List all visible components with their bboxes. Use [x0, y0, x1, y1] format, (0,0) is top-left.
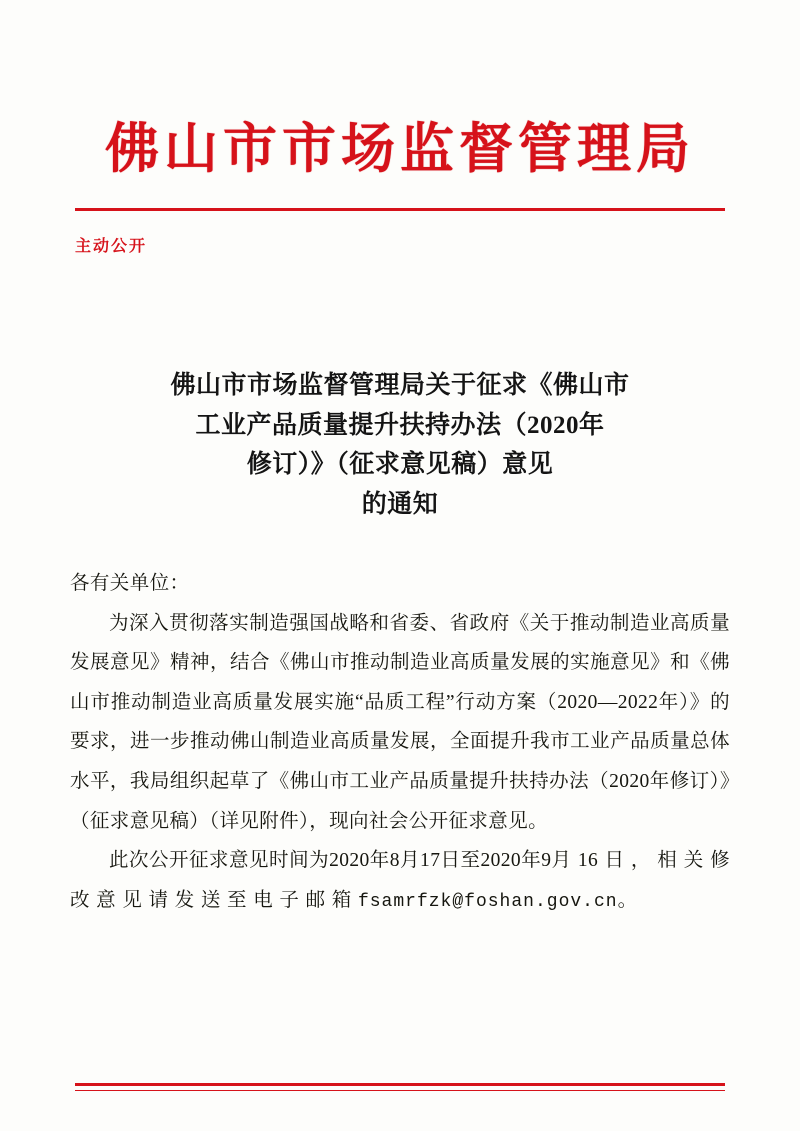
- title-line-2: 工业产品质量提升扶持办法（2020年: [195, 411, 605, 439]
- footer-rule-thick: [75, 1083, 725, 1086]
- title-line-3: 修订）》（征求意见稿）意见: [246, 451, 554, 479]
- masthead: [0, 0, 800, 256]
- title-line-1: 佛山市市场监督管理局关于征求《佛山市: [170, 372, 630, 400]
- disclosure-label: 主动公开: [75, 238, 148, 256]
- body-paragraph-2: [70, 841, 730, 920]
- salutation: 各有关单位：: [70, 573, 190, 595]
- contact-email: fsamrfzk@foshan.gov.cn: [357, 891, 618, 912]
- title-line-4: 的通知: [361, 490, 439, 518]
- footer-rule-thin: [75, 1090, 725, 1092]
- document-title: [0, 366, 800, 524]
- masthead-divider: [75, 208, 725, 211]
- document-body: [70, 564, 730, 920]
- organization-title: 佛山市市场监督管理局: [105, 119, 695, 179]
- paragraph-2-suffix: 。: [617, 889, 638, 911]
- footer-divider: [75, 1083, 725, 1092]
- paragraph-2-prefix: 此次公开征求意见时间为2020年8月17日至2020年9月 16 日 ， 相 关 修 改 意 见 请 发 送 至 电 子 邮 箱: [70, 850, 730, 911]
- body-paragraph-1: 为深入贯彻落实制造强国战略和省委、省政府《关于推动制造业高质量发展意见》精神，结合《佛山市推动制造业高质量发展的实施意见》和《佛山市推动制造业高质量发展实施“品质工程”行动方案（2020—2022年）》的要求，进一步推动佛山制造业高质量发展，全面提升我市工业产品质量总体水平，我局组织起草了《佛山市工业产品质量提升扶持办法（2020年修订）》（征求意见稿）（详见附件），现向社会公开征求意见。: [70, 612, 730, 832]
